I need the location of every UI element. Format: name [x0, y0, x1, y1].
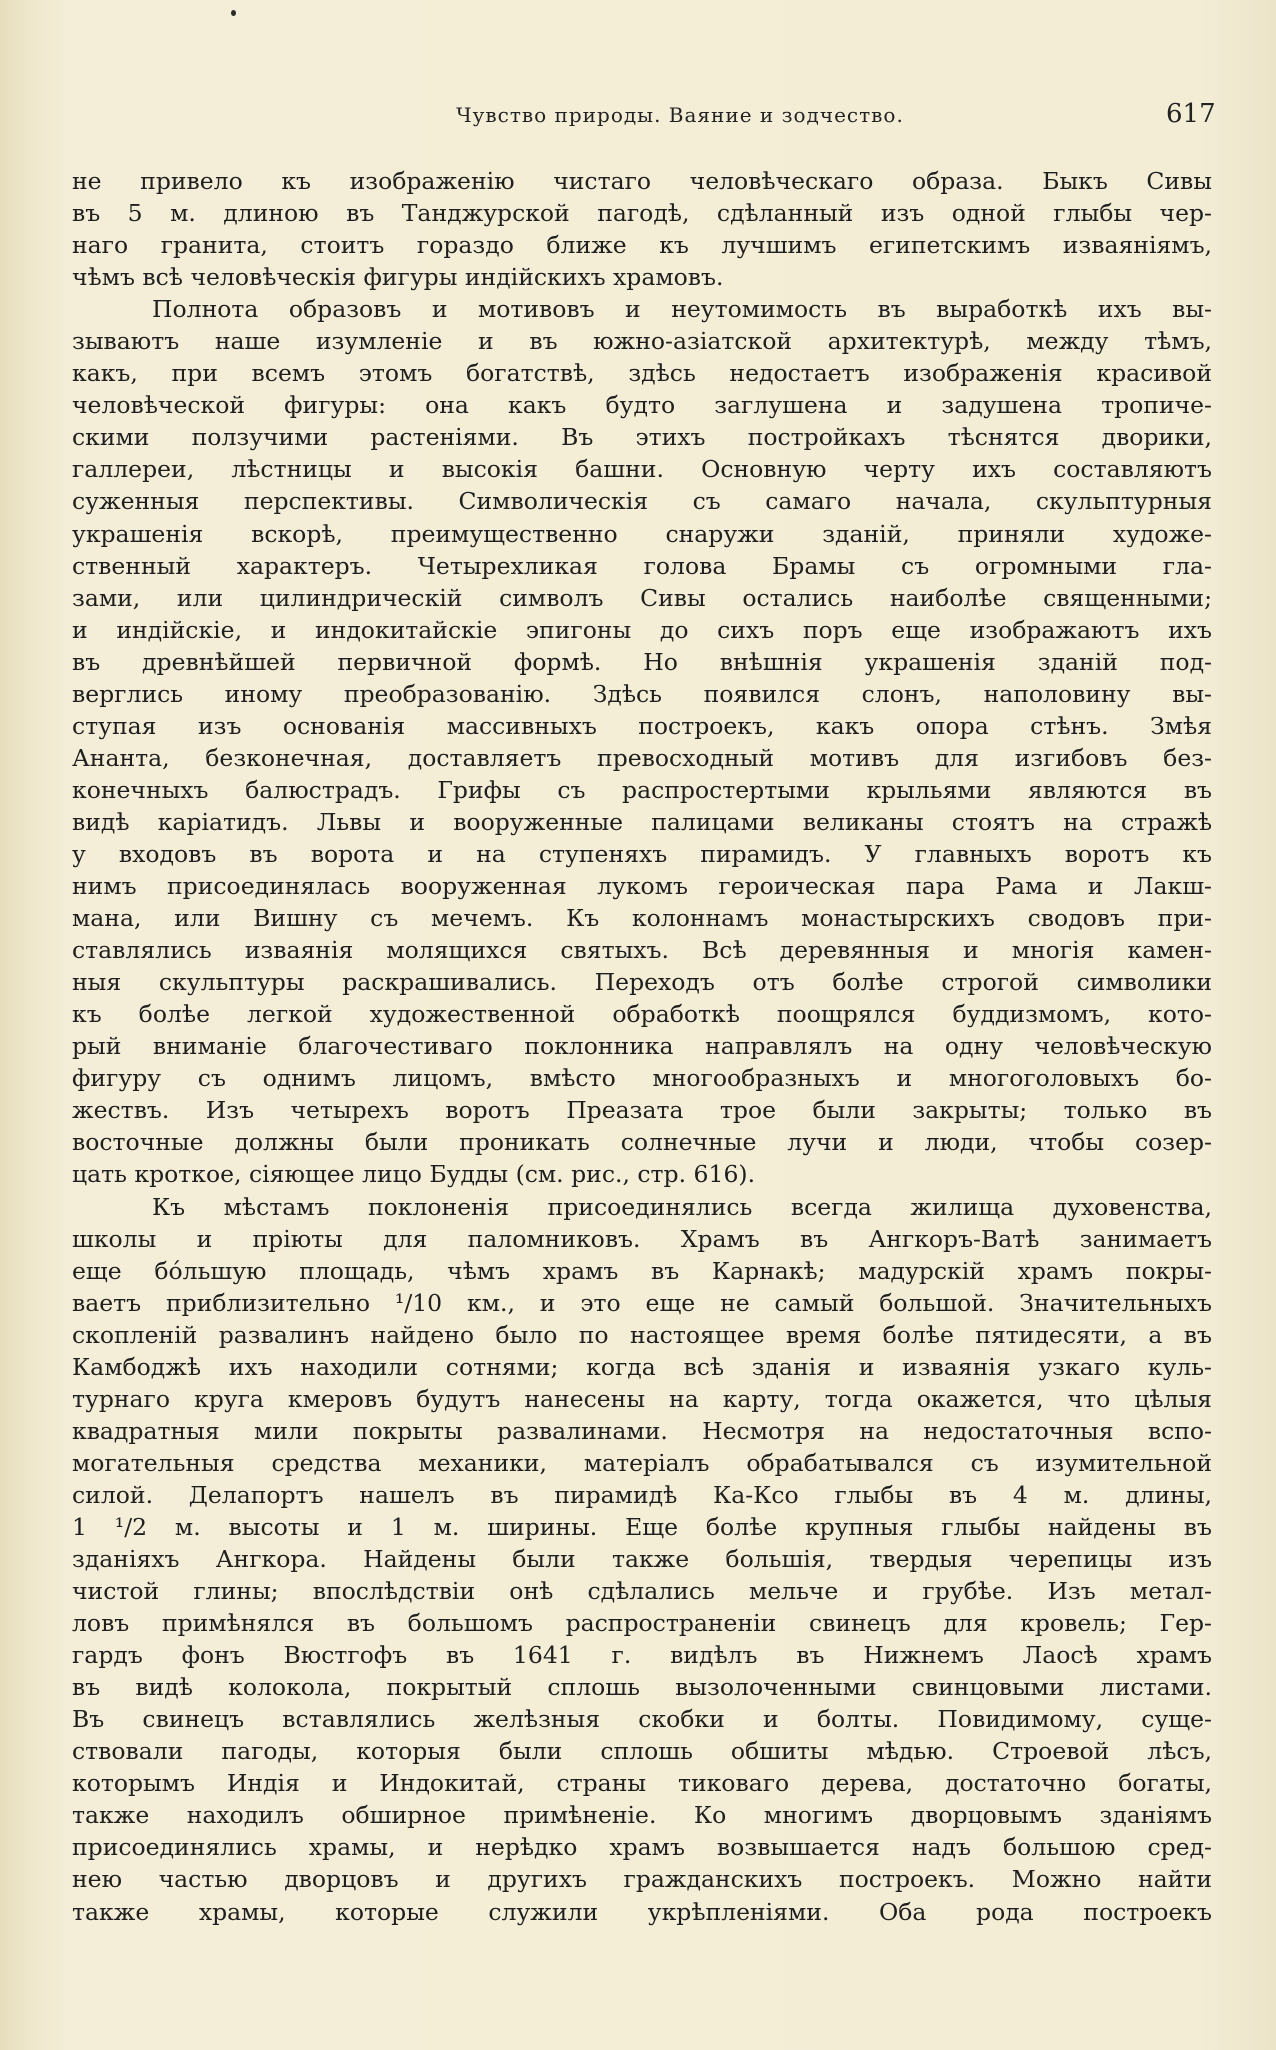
body-text — [72, 165, 1212, 1928]
text-line: къ болѣе легкой художественной обработкѣ поощрялся буддизмомъ, кото- — [72, 1000, 1212, 1029]
text-line: чистой глины; впослѣдствіи онѣ сдѣлались мельче и грубѣе. Изъ метал- — [72, 1577, 1212, 1606]
text-line: въ видѣ колокола, покрытый сплошь вызолоченными свинцовыми листами. — [72, 1673, 1212, 1702]
text-line: цать кроткое, сіяющее лицо Будды (см. рис., стр. 616). — [72, 1160, 756, 1189]
text-line: зами, или цилиндрическій символъ Сивы остались наиболѣе священными; — [72, 583, 1212, 612]
text-line: Камбоджѣ ихъ находили сотнями; когда всѣ зданія и изваянія узкаго куль- — [72, 1352, 1212, 1381]
text-line: нимъ присоединялась вооруженная лукомъ героическая пара Рама и Лакш- — [72, 872, 1212, 901]
text-line: зданіяхъ Ангкора. Найдены были также большія, твердыя черепицы изъ — [72, 1545, 1212, 1574]
text-line: восточные должны были проникать солнечные лучи и люди, чтобы созер- — [72, 1128, 1212, 1157]
text-line: ставлялись изваянія молящихся святыхъ. Всѣ деревянныя и многія камен- — [72, 936, 1212, 965]
paragraph-first-line: Къ мѣстамъ поклоненія присоединялись всегда жилища духовенства, — [152, 1192, 1212, 1221]
text-line: мана, или Вишну съ мечемъ. Къ колоннамъ монастырскихъ сводовъ при- — [72, 904, 1212, 933]
text-line: не привело къ изображенію чистаго человѣческаго образа. Быкъ Сивы — [72, 167, 1212, 195]
text-line: суженныя перспективы. Символическія съ самаго начала, скульптурныя — [72, 487, 1212, 516]
text-line: верглись иному преобразованію. Здѣсь появился слонъ, наполовину вы- — [72, 679, 1212, 708]
text-line: ныя скульптуры раскрашивались. Переходъ отъ болѣе строгой символики — [72, 968, 1212, 997]
text-line: въ древнѣйшей первичной формѣ. Но внѣшнія украшенія зданій под- — [72, 647, 1212, 676]
text-line: украшенія вскорѣ, преимущественно снаружи зданій, приняли художе- — [72, 519, 1212, 548]
text-line: Въ свинецъ вставлялись желѣзныя скобки и болты. Повидимому, суще- — [72, 1705, 1212, 1734]
text-line: которымъ Индія и Индокитай, страны тиковаго дерева, достаточно богаты, — [72, 1769, 1212, 1798]
text-line: гардъ фонъ Вюстгофъ въ 1641 г. видѣлъ въ Нижнемъ Лаосѣ храмъ — [72, 1641, 1212, 1670]
text-line: фигуру съ однимъ лицомъ, вмѣсто многообразныхъ и многоголовыхъ бо- — [72, 1064, 1212, 1093]
text-line: 1 ¹/2 м. высоты и 1 м. ширины. Еще болѣе крупныя глыбы найдены въ — [72, 1512, 1212, 1541]
text-line: зываютъ наше изумленіе и въ южно-азіатской архитектурѣ, между тѣмъ, — [72, 327, 1212, 356]
text-line: квадратныя мили покрыты развалинами. Несмотря на недостаточныя вспо- — [72, 1416, 1212, 1445]
text-line: скопленій развалинъ найдено было по настоящее время болѣе пятидесяти, а въ — [72, 1320, 1212, 1349]
text-line: силой. Делапортъ нашелъ въ пирамидѣ Ка-Ксо глыбы въ 4 м. длины, — [72, 1480, 1212, 1509]
text-line: ступая изъ основанія массивныхъ построекъ, какъ опора стѣнъ. Змѣя — [72, 711, 1212, 740]
text-line: ствовали пагоды, которыя были сплошь обшиты мѣдью. Строевой лѣсъ, — [72, 1737, 1212, 1766]
text-line: чѣмъ всѣ человѣческія фигуры индійскихъ храмовъ. — [72, 263, 724, 292]
text-line: въ 5 м. длиною въ Танджурской пагодѣ, сдѣланный изъ одной глыбы чер- — [72, 199, 1212, 228]
text-line: галлереи, лѣстницы и высокія башни. Основную черту ихъ составляютъ — [72, 455, 1212, 484]
text-line: ваетъ приблизительно ¹/10 км., и это еще не самый большой. Значительныхъ — [72, 1288, 1212, 1317]
text-line: присоединялись храмы, и нерѣдко храмъ возвышается надъ большою сред- — [72, 1833, 1212, 1862]
text-line: скими ползучими растеніями. Въ этихъ постройкахъ тѣснятся дворики, — [72, 423, 1212, 452]
text-line: конечныхъ балюстрадъ. Грифы съ распростертыми крыльями являются въ — [72, 775, 1212, 804]
text-line: человѣческой фигуры: она какъ будто заглушена и задушена тропиче- — [72, 391, 1212, 420]
text-line: турнаго круга кмеровъ будутъ нанесены на карту, тогда окажется, что цѣлыя — [72, 1384, 1212, 1413]
text-line: еще бо́льшую площадь, чѣмъ храмъ въ Карнакѣ; мадурскій храмъ покры- — [72, 1256, 1212, 1285]
paragraph-first-line: Полнота образовъ и мотивовъ и неутомимость въ выработкѣ ихъ вы- — [152, 295, 1212, 324]
text-line: также храмы, которые служили укрѣпленіями. Оба рода построекъ — [72, 1897, 1212, 1926]
text-line: могательныя средства механики, матеріалъ обрабатывался съ изумительной — [72, 1448, 1212, 1477]
text-line: наго гранита, стоитъ гораздо ближе къ лучшимъ египетскимъ изваяніямъ, — [72, 231, 1212, 260]
running-head: Чувство природы. Ваяние и зодчество. — [456, 103, 904, 127]
text-line: ственный характеръ. Четырехликая голова Брамы съ огромными гла- — [72, 551, 1212, 580]
text-line: видѣ каріатидъ. Львы и вооруженные палицами великаны стоятъ на стражѣ — [72, 807, 1212, 836]
text-line: жествъ. Изъ четырехъ воротъ Преазата трое были закрыты; только въ — [72, 1096, 1212, 1125]
text-line: и индійскіе, и индокитайскіе эпигоны до сихъ поръ еще изображаютъ ихъ — [72, 615, 1212, 644]
text-line: у входовъ въ ворота и на ступеняхъ пирамидъ. У главныхъ воротъ къ — [72, 839, 1212, 868]
text-line: Ананта, безконечная, доставляетъ превосходный мотивъ для изгибовъ без- — [72, 743, 1212, 772]
text-line: школы и пріюты для паломниковъ. Храмъ въ Ангкоръ-Ватѣ занимаетъ — [72, 1224, 1212, 1253]
ink-speck — [231, 10, 236, 16]
text-line: ловъ примѣнялся въ большомъ распространеніи свинецъ для кровель; Гер- — [72, 1609, 1212, 1638]
text-line: нею частью дворцовъ и другихъ гражданскихъ построекъ. Можно найти — [72, 1865, 1212, 1894]
text-line: также находилъ обширное примѣненіе. Ко многимъ дворцовымъ зданіямъ — [72, 1801, 1212, 1830]
text-line: рый вниманіе благочестиваго поклонника направлялъ на одну человѣческую — [72, 1032, 1212, 1061]
text-line: какъ, при всемъ этомъ богатствѣ, здѣсь недостаетъ изображенія красивой — [72, 359, 1212, 388]
page-number: 617 — [1166, 99, 1216, 129]
